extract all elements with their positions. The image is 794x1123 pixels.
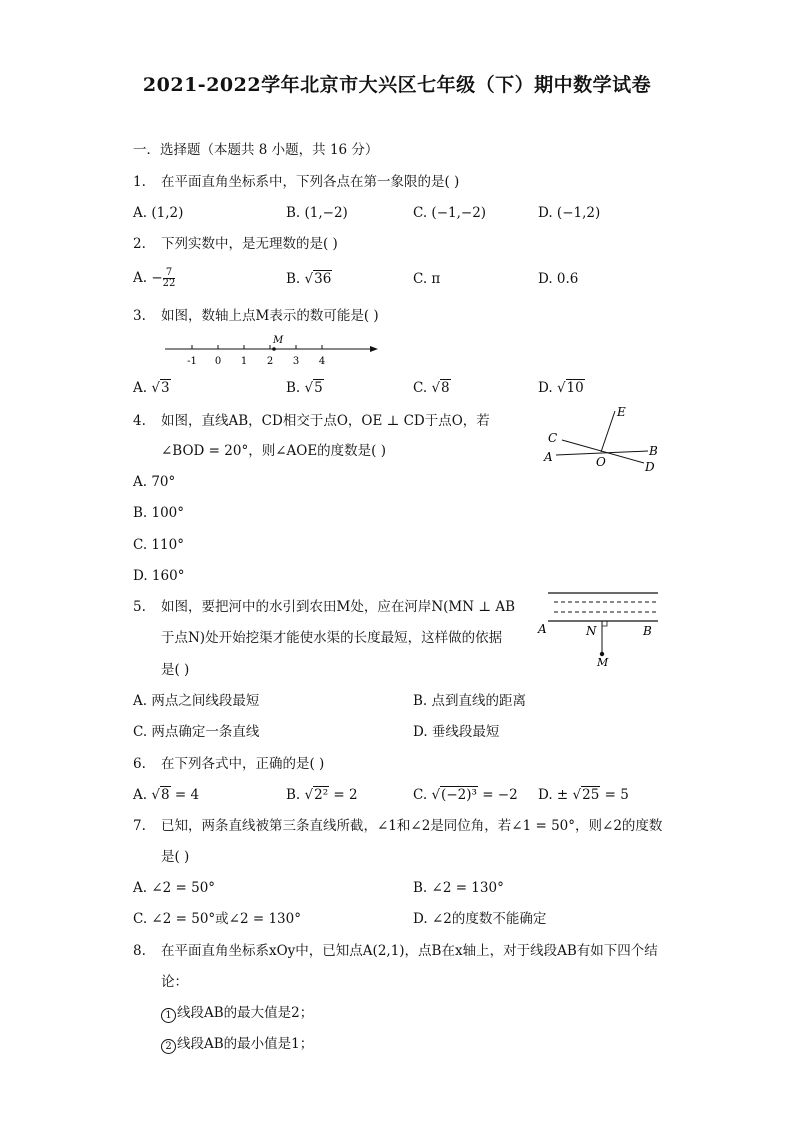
number-line-tick-label: 3 bbox=[292, 356, 300, 367]
q7-line1: 已知，两条直线被第三条直线所截，∠1和∠2是同位角，若∠1 = 50°，则∠2的度数 bbox=[161, 818, 663, 834]
q2-option-a: A. − $\frac{7}{22}$ bbox=[133, 267, 176, 289]
q7-line2: 是( ) bbox=[161, 849, 190, 865]
label-b: B bbox=[643, 624, 652, 638]
q4-option-b: B. 100° bbox=[133, 505, 185, 521]
q8-conclusion-1: 1 线段AB的最大值是2； bbox=[161, 1004, 313, 1023]
number-line-tick-label: 2 bbox=[266, 356, 274, 367]
river-diagram bbox=[536, 588, 666, 668]
label-c: C bbox=[548, 431, 558, 445]
q2-number: 2. bbox=[133, 236, 146, 252]
number-line-tick-label: -1 bbox=[187, 356, 197, 367]
label-b: B bbox=[649, 444, 658, 458]
number-line-tick-label: 4 bbox=[318, 356, 326, 367]
label-n: N bbox=[586, 624, 597, 638]
q1-option-b: B. (1,−2) bbox=[286, 205, 348, 221]
q6-option-c: C. √(−2)³ = −2 bbox=[413, 787, 518, 803]
q1-option-c: C. (−1,−2) bbox=[413, 205, 487, 221]
q7-option-b: B. ∠2 = 130° bbox=[413, 880, 504, 896]
q3-option-c: C. √8 bbox=[413, 380, 450, 396]
label-a: A bbox=[538, 622, 547, 636]
q5-option-b: B. 点到直线的距离 bbox=[413, 693, 527, 709]
q3-option-b: B. √5 bbox=[286, 380, 323, 396]
q5-option-c: C. 两点确定一条直线 bbox=[133, 724, 260, 740]
q7-number: 7. bbox=[133, 818, 146, 834]
number-line-diagram bbox=[165, 334, 385, 370]
q4-line2: ∠BOD = 20°，则∠AOE的度数是( ) bbox=[161, 443, 387, 459]
circled-number-1: 1 bbox=[161, 1008, 176, 1023]
q6-option-a: A. √8 = 4 bbox=[133, 787, 200, 803]
q4-number: 4. bbox=[133, 413, 146, 429]
q4-option-a: A. 70° bbox=[133, 474, 176, 490]
q2-stem: 下列实数中，是无理数的是( ) bbox=[161, 236, 338, 252]
q4-option-c: C. 110° bbox=[133, 537, 184, 553]
q5-line2: 于点N)处开始挖渠才能使水渠的长度最短，这样做的依据 bbox=[161, 630, 503, 646]
q5-option-a: A. 两点之间线段最短 bbox=[133, 693, 260, 709]
q6-number: 6. bbox=[133, 756, 146, 772]
q7-option-a: A. ∠2 = 50° bbox=[133, 880, 216, 896]
q8-line1: 在平面直角坐标系xOy中，已知点A(2,1)，点B在x轴上，对于线段AB有如下四个结 bbox=[161, 943, 658, 959]
q6-option-b: B. √2² = 2 bbox=[286, 787, 358, 803]
circled-number-2: 2 bbox=[161, 1039, 176, 1054]
number-line-tick-label: 1 bbox=[240, 356, 248, 367]
q1-option-a: A. (1,2) bbox=[133, 205, 184, 221]
q1-stem: 在平面直角坐标系中，下列各点在第一象限的是( ) bbox=[161, 174, 460, 190]
q5-line1: 如图，要把河中的水引到农田M处，应在河岸N(MN ⊥ AB bbox=[161, 599, 515, 615]
label-m: M bbox=[597, 656, 609, 669]
q3-number: 3. bbox=[133, 308, 146, 324]
q4-line1: 如图，直线AB，CD相交于点O，OE ⊥ CD于点O，若 bbox=[161, 413, 490, 429]
number-line-tick-label: 0 bbox=[214, 356, 222, 367]
q5-option-d: D. 垂线段最短 bbox=[413, 724, 500, 740]
q2-option-d: D. 0.6 bbox=[538, 271, 579, 287]
label-a: A bbox=[544, 450, 553, 464]
q4-option-d: D. 160° bbox=[133, 568, 185, 584]
q2-option-b: B. √36 bbox=[286, 271, 332, 287]
point-m-label: M bbox=[273, 335, 284, 346]
label-o: O bbox=[596, 455, 606, 469]
q6-option-d: D. ± √25 = 5 bbox=[538, 787, 629, 803]
label-d: D bbox=[645, 460, 655, 474]
q6-stem: 在下列各式中，正确的是( ) bbox=[161, 756, 325, 772]
q1-option-d: D. (−1,2) bbox=[538, 205, 601, 221]
intersecting-lines-diagram bbox=[540, 402, 665, 480]
label-e: E bbox=[617, 405, 626, 419]
q3-option-d: D. √10 bbox=[538, 380, 584, 396]
q3-option-a: A. √3 bbox=[133, 380, 170, 396]
q7-option-d: D. ∠2的度数不能确定 bbox=[413, 911, 547, 927]
q7-option-c: C. ∠2 = 50°或∠2 = 130° bbox=[133, 911, 301, 927]
q1-number: 1. bbox=[133, 174, 146, 190]
point-m-marker bbox=[272, 347, 276, 351]
q8-line2: 论： bbox=[161, 974, 188, 990]
page-title: 2021-2022学年北京市大兴区七年级（下）期中数学试卷 bbox=[142, 74, 652, 96]
q2-option-c: C. π bbox=[413, 271, 441, 287]
q5-number: 5. bbox=[133, 599, 146, 615]
q5-line3: 是( ) bbox=[161, 662, 190, 678]
q3-stem: 如图，数轴上点M表示的数可能是( ) bbox=[161, 308, 379, 324]
q8-conclusion-2: 2 线段AB的最小值是1； bbox=[161, 1035, 313, 1054]
section-heading: 一．选择题（本题共 8 小题，共 16 分） bbox=[133, 142, 379, 158]
q8-number: 8. bbox=[133, 943, 146, 959]
